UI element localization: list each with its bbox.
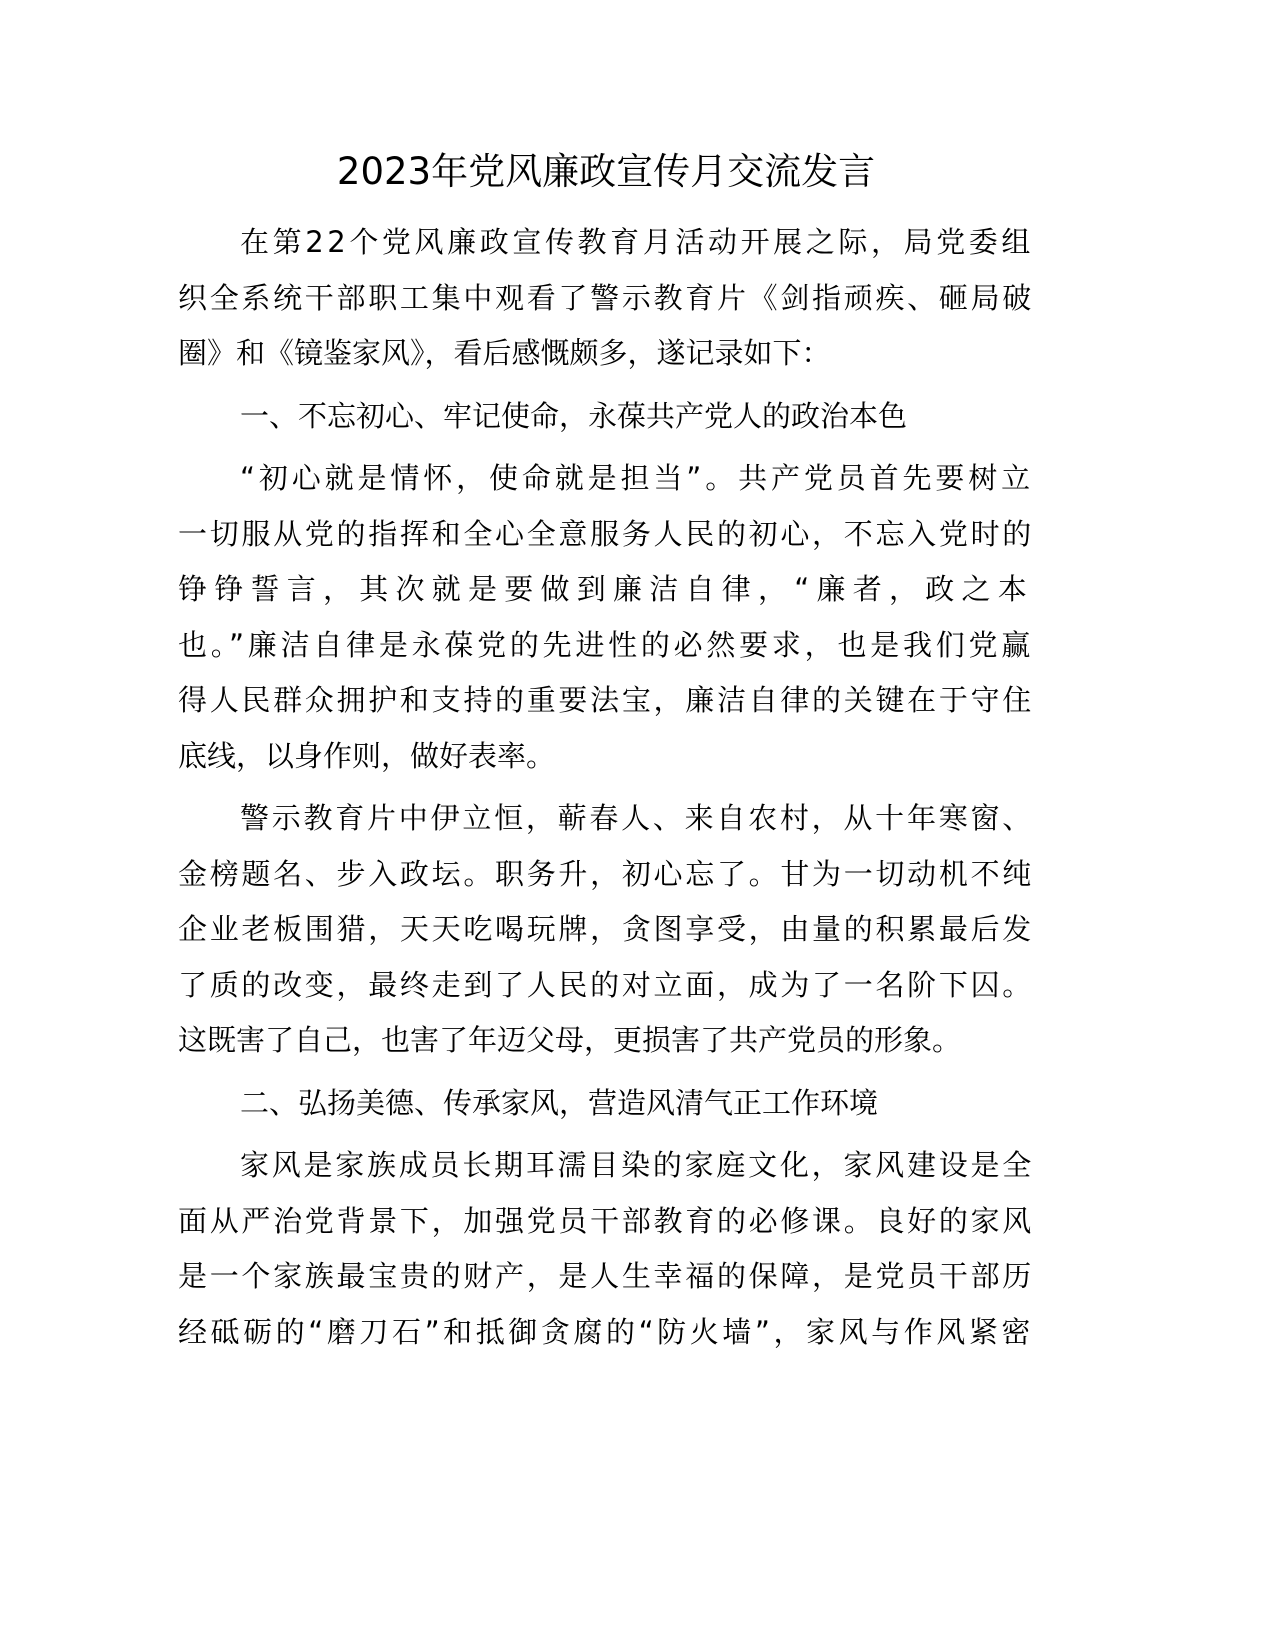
text-line: 是一个家族最宝贵的财产，是人生幸福的保障，是党员干部历 <box>178 1259 1034 1293</box>
text-line: 得人民群众拥护和支持的重要法宝，廉洁自律的关键在于守住 <box>178 683 1034 717</box>
text-line: 底线，以身作则，做好表率。 <box>178 738 556 773</box>
text-line: 铮铮誓言，其次就是要做到廉洁自律，“廉者，政之本 <box>178 572 1034 606</box>
section-heading-1 <box>178 389 1034 445</box>
text-line: 织全系统干部职工集中观看了警示教育片《剑指顽疾、砸局破 <box>178 280 1034 315</box>
text-line: 金榜题名、步入政坛。职务升，初心忘了。甘为一切动机不纯 <box>178 856 1034 891</box>
section-1-paragraph-1 <box>178 451 1034 784</box>
section-1-paragraph-2 <box>178 791 1034 1069</box>
text-line: 家风是家族成员长期耳濡目染的家庭文化，家风建设是全 <box>240 1148 1034 1182</box>
text-line: 警示教育片中伊立恒，蕲春人、来自农村，从十年寒窗、 <box>240 801 1034 835</box>
text-line: 圈》和《镜鉴家风》，看后感慨颇多，遂记录如下： <box>178 336 831 370</box>
text-line: “初心就是情怀，使命就是担当”。共产党员首先要树立 <box>240 461 1034 495</box>
intro-paragraph <box>178 215 1034 382</box>
section-2-paragraph-1 <box>178 1138 1034 1360</box>
document-title: 2023年党风廉政宣传月交流发言 <box>336 150 876 193</box>
text-line: 在第22个党风廉政宣传教育月活动开展之际，局党委组 <box>240 225 1034 259</box>
text-line: 一切服从党的指挥和全心全意服务人民的初心，不忘入党时的 <box>178 516 1034 551</box>
text-line: 这既害了自己，也害了年迈父母，更损害了共产党员的形象。 <box>178 1023 962 1057</box>
text-line: 了质的改变，最终走到了人民的对立面，成为了一名阶下囚。 <box>178 967 1034 1002</box>
text-line: 也。”廉洁自律是永葆党的先进性的必然要求，也是我们党赢 <box>178 627 1034 662</box>
heading-line: 一、不忘初心、牢记使命，永葆共产党人的政治本色 <box>240 398 908 433</box>
text-line: 经砥砺的“磨刀石”和抵御贪腐的“防火墙”，家风与作风紧密 <box>178 1314 1034 1349</box>
text-line: 企业老板围猎，天天吃喝玩牌，贪图享受，由量的积累最后发 <box>178 912 1034 946</box>
heading-line: 二、弘扬美德、传承家风，营造风清气正工作环境 <box>240 1085 879 1120</box>
text-line: 面从严治党背景下，加强党员干部教育的必修课。良好的家风 <box>178 1203 1034 1238</box>
document-body <box>178 215 1034 1367</box>
section-heading-2 <box>178 1076 1034 1132</box>
